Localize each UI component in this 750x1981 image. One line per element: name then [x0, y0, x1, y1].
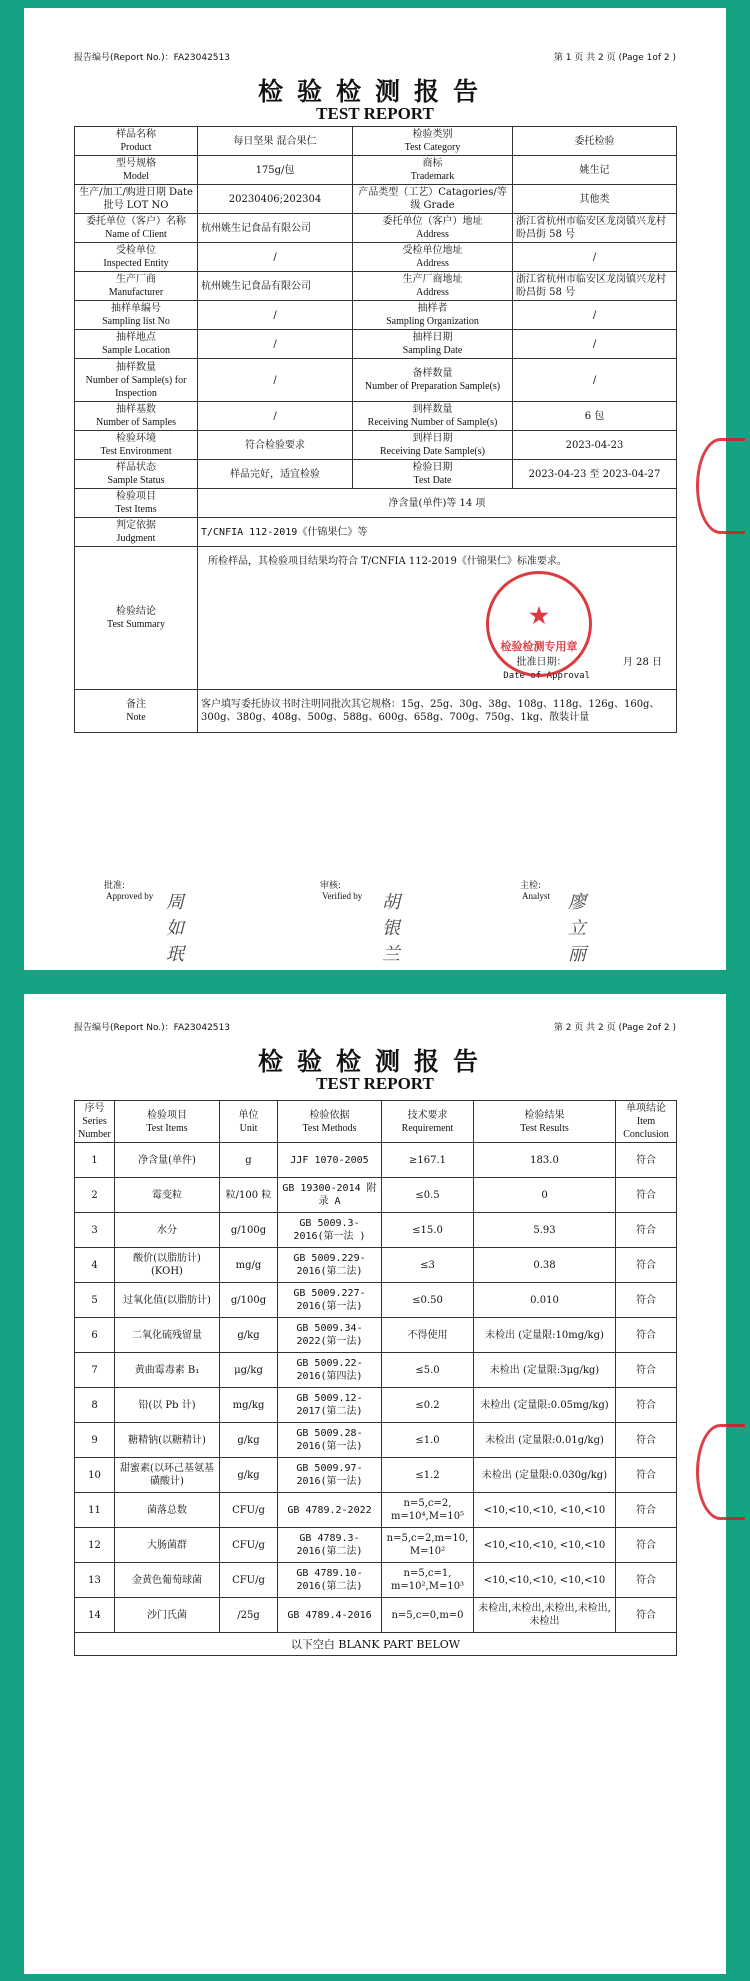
manufacturer-value: 杭州姚生记食品有限公司 [198, 272, 353, 301]
cell-conc: 符合 [616, 1388, 677, 1423]
env-value: 符合检验要求 [198, 431, 353, 460]
blank-part-below: 以下空白 BLANK PART BELOW [75, 1633, 677, 1656]
category-label: 检验类别 Test Category [353, 127, 513, 156]
cell-result: 未检出 (定量限:0.05mg/kg) [474, 1388, 616, 1423]
report-title-en: TEST REPORT [316, 104, 434, 123]
cell-unit: g/kg [220, 1458, 278, 1493]
cell-req: ≤15.0 [382, 1213, 474, 1248]
cell-unit: CFU/g [220, 1563, 278, 1598]
sampler-label: 抽样者 Sampling Organization [353, 301, 513, 330]
cell-unit: g/kg [220, 1318, 278, 1353]
cell-result: <10,<10,<10, <10,<10 [474, 1493, 616, 1528]
cell-item: 水分 [115, 1213, 220, 1248]
cell-result: <10,<10,<10, <10,<10 [474, 1528, 616, 1563]
cell-no: 5 [75, 1283, 115, 1318]
table-row [75, 1283, 677, 1318]
report-number: 报告编号(Report No.)：FA23042513 [74, 1023, 230, 1033]
category-value: 委托检验 [513, 127, 677, 156]
cell-method: GB 5009.34-2022(第一法) [278, 1318, 382, 1353]
num-insp-value: / [198, 359, 353, 402]
cell-method: GB 4789.2-2022 [278, 1493, 382, 1528]
summary-cell [198, 547, 677, 690]
model-value: 175g/包 [198, 156, 353, 185]
cell-no: 13 [75, 1563, 115, 1598]
cell-req: n=5,c=0,m=0 [382, 1598, 474, 1633]
cell-req: n=5,c=1, m=10²,M=10³ [382, 1563, 474, 1598]
cell-conc: 符合 [616, 1213, 677, 1248]
seam-stamp [696, 1424, 745, 1520]
recv-num-label: 到样数量 Receiving Number of Sample(s) [353, 402, 513, 431]
table-row [75, 1143, 677, 1178]
recv-num-value: 6 包 [513, 402, 677, 431]
column-header: 检验项目 Test Items [115, 1101, 220, 1143]
cell-no: 6 [75, 1318, 115, 1353]
seam-stamp [696, 438, 745, 534]
cell-item: 二氧化硫残留量 [115, 1318, 220, 1353]
model-label: 型号规格 Model [75, 156, 198, 185]
approved-signature: 周如珉 [166, 892, 184, 965]
cell-result: <10,<10,<10, <10,<10 [474, 1563, 616, 1598]
inspected-addr-value: / [513, 243, 677, 272]
column-header: 单位 Unit [220, 1101, 278, 1143]
cell-unit: g/100g [220, 1283, 278, 1318]
cell-item: 甜蜜素(以环己基氨基磺酸计) [115, 1458, 220, 1493]
report-info-table [74, 126, 677, 733]
cell-unit: mg/g [220, 1248, 278, 1283]
verified-signature: 胡银兰 [382, 892, 400, 965]
page-info: 第 1 页 共 2 页 (Page 1of 2 ) [553, 53, 676, 63]
column-header: 序号 Series Number [75, 1101, 115, 1143]
cell-no: 4 [75, 1248, 115, 1283]
table-row [75, 1178, 677, 1213]
summary-label: 检验结论 Test Summary [75, 547, 198, 690]
cell-item: 糖精钠(以糖精计) [115, 1423, 220, 1458]
inspection-stamp: ★ 检验检测专用章 [486, 571, 592, 677]
sampling-loc-value: / [198, 330, 353, 359]
cell-no: 2 [75, 1178, 115, 1213]
test-date-value: 2023-04-23 至 2023-04-27 [513, 460, 677, 489]
cell-no: 14 [75, 1598, 115, 1633]
cell-conc: 符合 [616, 1178, 677, 1213]
cell-req: ≤1.0 [382, 1423, 474, 1458]
table-row [75, 1598, 677, 1633]
lot-value: 20230406;202304 [198, 185, 353, 214]
note-label: 备注 Note [75, 690, 198, 733]
report-title-cn: 检验检测报告 [257, 1047, 492, 1076]
manufacturer-label: 生产厂商 Manufacturer [75, 272, 198, 301]
sampling-loc-label: 抽样地点 Sample Location [75, 330, 198, 359]
cell-req: 不得使用 [382, 1318, 474, 1353]
lot-label: 生产/加工/购进日期 Date 批号 LOT NO [75, 185, 198, 214]
cell-no: 3 [75, 1213, 115, 1248]
cell-conc: 符合 [616, 1563, 677, 1598]
cell-method: GB 4789.3-2016(第二法) [278, 1528, 382, 1563]
sampler-value: / [513, 301, 677, 330]
recv-date-value: 2023-04-23 [513, 431, 677, 460]
cell-conc: 符合 [616, 1143, 677, 1178]
cell-conc: 符合 [616, 1493, 677, 1528]
table-header-row [75, 1101, 677, 1143]
approval-date-en: Date of Approval [503, 671, 590, 681]
column-header: 检验结果 Test Results [474, 1101, 616, 1143]
cell-method: GB 4789.10-2016(第二法) [278, 1563, 382, 1598]
test-results-table [74, 1100, 677, 1656]
base-label: 抽样基数 Number of Samples [75, 402, 198, 431]
cell-item: 金黄色葡萄球菌 [115, 1563, 220, 1598]
cell-result: 0.010 [474, 1283, 616, 1318]
test-date-label: 检验日期 Test Date [353, 460, 513, 489]
grade-value: 其他类 [513, 185, 677, 214]
cell-conc: 符合 [616, 1283, 677, 1318]
sampling-no-label: 抽样单编号 Sampling list No [75, 301, 198, 330]
table-row [75, 1563, 677, 1598]
report-number: 报告编号(Report No.)：FA23042513 [74, 53, 230, 63]
items-label: 检验项目 Test Items [75, 489, 198, 518]
cell-conc: 符合 [616, 1248, 677, 1283]
cell-no: 11 [75, 1493, 115, 1528]
num-prep-value: / [513, 359, 677, 402]
table-row [75, 1458, 677, 1493]
cell-no: 8 [75, 1388, 115, 1423]
cell-no: 9 [75, 1423, 115, 1458]
cell-req: ≤1.2 [382, 1458, 474, 1493]
approval-date: 批准日期： 月 28 日 [516, 657, 662, 668]
trademark-label: 商标 Trademark [353, 156, 513, 185]
cell-req: ≤3 [382, 1248, 474, 1283]
cell-unit: μg/kg [220, 1353, 278, 1388]
product-value: 每日坚果 混合果仁 [198, 127, 353, 156]
table-row [75, 1318, 677, 1353]
cell-item: 菌落总数 [115, 1493, 220, 1528]
grade-label: 产品类型（工艺）Catagories/等级 Grade [353, 185, 513, 214]
cell-method: GB 5009.3-2016(第一法 ) [278, 1213, 382, 1248]
verified-by: 审核: Verified by 胡银兰 [320, 881, 400, 965]
product-label: 样品名称 Product [75, 127, 198, 156]
cell-conc: 符合 [616, 1423, 677, 1458]
stamp-star-icon: ★ [529, 603, 549, 629]
cell-method: GB 4789.4-2016 [278, 1598, 382, 1633]
cell-req: n=5,c=2, m=10⁴,M=10⁵ [382, 1493, 474, 1528]
sampling-date-label: 抽样日期 Sampling Date [353, 330, 513, 359]
num-insp-label: 抽样数量 Number of Sample(s) for Inspection [75, 359, 198, 402]
cell-item: 铅(以 Pb 计) [115, 1388, 220, 1423]
base-value: / [198, 402, 353, 431]
cell-item: 沙门氏菌 [115, 1598, 220, 1633]
column-header: 单项结论 Item Conclusion [616, 1101, 677, 1143]
cell-no: 1 [75, 1143, 115, 1178]
report-header [74, 1020, 676, 1033]
report-title-cn: 检验检测报告 [257, 77, 492, 106]
table-row [75, 1528, 677, 1563]
cell-unit: /25g [220, 1598, 278, 1633]
inspected-label: 受检单位 Inspected Entity [75, 243, 198, 272]
column-header: 技术要求 Requirement [382, 1101, 474, 1143]
cell-method: JJF 1070-2005 [278, 1143, 382, 1178]
sampling-no-value: / [198, 301, 353, 330]
page-info: 第 2 页 共 2 页 (Page 2of 2 ) [553, 1023, 676, 1033]
cell-item: 大肠菌群 [115, 1528, 220, 1563]
cell-result: 未检出 (定量限:0.030g/kg) [474, 1458, 616, 1493]
cell-req: ≤0.50 [382, 1283, 474, 1318]
table-row [75, 1353, 677, 1388]
judgment-value: T/CNFIA 112-2019《什锦果仁》等 [198, 518, 677, 547]
cell-result: 0.38 [474, 1248, 616, 1283]
sampling-date-value: / [513, 330, 677, 359]
cell-method: GB 5009.229-2016(第二法) [278, 1248, 382, 1283]
report-title-en: TEST REPORT [316, 1074, 434, 1093]
note-value: 客户填写委托协议书时注明同批次其它规格：15g、25g、30g、38g、108g、118g、126g、160g、300g、380g、408g、500g、588g、600g、658g、700g、750g、1kg、散装计量 [198, 690, 677, 733]
inspected-value: / [198, 243, 353, 272]
cell-item: 酸价(以脂肪计)(KOH) [115, 1248, 220, 1283]
cell-result: 0 [474, 1178, 616, 1213]
column-header: 检验依据 Test Methods [278, 1101, 382, 1143]
approved-by: 批准: Approved by 周如珉 [104, 881, 184, 965]
cell-unit: CFU/g [220, 1528, 278, 1563]
cell-req: n=5,c=2,m=10, M=10² [382, 1528, 474, 1563]
cell-unit: g/kg [220, 1423, 278, 1458]
cell-conc: 符合 [616, 1458, 677, 1493]
cell-method: GB 5009.97-2016(第一法) [278, 1458, 382, 1493]
cell-result: 5.93 [474, 1213, 616, 1248]
trademark-value: 姚生记 [513, 156, 677, 185]
cell-req: ≤0.5 [382, 1178, 474, 1213]
cell-no: 10 [75, 1458, 115, 1493]
analyst-signature: 廖立丽 [568, 892, 586, 965]
cell-req: ≤0.2 [382, 1388, 474, 1423]
client-addr-value: 浙江省杭州市临安区龙岗镇兴龙村盼昌街 58 号 [513, 214, 677, 243]
table-row [75, 1213, 677, 1248]
cell-unit: 粒/100 粒 [220, 1178, 278, 1213]
cell-no: 7 [75, 1353, 115, 1388]
inspected-addr-label: 受检单位地址 Address [353, 243, 513, 272]
cell-result: 未检出 (定量限:3μg/kg) [474, 1353, 616, 1388]
cell-conc: 符合 [616, 1598, 677, 1633]
table-row [75, 1388, 677, 1423]
table-row [75, 1493, 677, 1528]
cell-result: 未检出 (定量限:10mg/kg) [474, 1318, 616, 1353]
report-page-1 [24, 8, 726, 970]
client-addr-label: 委托单位（客户）地址 Address [353, 214, 513, 243]
cell-method: GB 5009.227-2016(第一法) [278, 1283, 382, 1318]
num-prep-label: 备样数量 Number of Preparation Sample(s) [353, 359, 513, 402]
cell-item: 黄曲霉毒素 B₁ [115, 1353, 220, 1388]
summary-value: 所检样品，其检验项目结果均符合 T/CNFIA 112-2019《什锦果仁》标准要求。 [208, 556, 567, 567]
status-label: 样品状态 Sample Status [75, 460, 198, 489]
cell-method: GB 19300-2014 附录 A [278, 1178, 382, 1213]
recv-date-label: 到样日期 Receiving Date Sample(s) [353, 431, 513, 460]
cell-unit: g [220, 1143, 278, 1178]
cell-conc: 符合 [616, 1528, 677, 1563]
cell-result: 183.0 [474, 1143, 616, 1178]
cell-method: GB 5009.12-2017(第二法) [278, 1388, 382, 1423]
cell-method: GB 5009.28-2016(第一法) [278, 1423, 382, 1458]
cell-unit: g/100g [220, 1213, 278, 1248]
table-row [75, 1423, 677, 1458]
cell-result: 未检出 (定量限:0.01g/kg) [474, 1423, 616, 1458]
judgment-label: 判定依据 Judgment [75, 518, 198, 547]
cell-conc: 符合 [616, 1353, 677, 1388]
cell-item: 霉变粒 [115, 1178, 220, 1213]
client-value: 杭州姚生记食品有限公司 [198, 214, 353, 243]
cell-no: 12 [75, 1528, 115, 1563]
table-row [75, 1248, 677, 1283]
manufacturer-addr-value: 浙江省杭州市临安区龙岗镇兴龙村盼昌街 58 号 [513, 272, 677, 301]
status-value: 样品完好，适宜检验 [198, 460, 353, 489]
cell-result: 未检出,未检出,未检出,未检出,未检出 [474, 1598, 616, 1633]
env-label: 检验环境 Test Environment [75, 431, 198, 460]
cell-item: 过氧化值(以脂肪计) [115, 1283, 220, 1318]
cell-unit: mg/kg [220, 1388, 278, 1423]
cell-req: ≥167.1 [382, 1143, 474, 1178]
analyst: 主检: Analyst 廖立丽 [520, 881, 586, 965]
report-header [74, 50, 676, 63]
report-page-2 [24, 994, 726, 1974]
client-label: 委托单位（客户）名称 Name of Client [75, 214, 198, 243]
cell-item: 净含量(单件) [115, 1143, 220, 1178]
manufacturer-addr-label: 生产厂商地址 Address [353, 272, 513, 301]
cell-conc: 符合 [616, 1318, 677, 1353]
cell-unit: CFU/g [220, 1493, 278, 1528]
cell-req: ≤5.0 [382, 1353, 474, 1388]
items-value: 净含量(单件)等 14 项 [198, 489, 677, 518]
cell-method: GB 5009.22-2016(第四法) [278, 1353, 382, 1388]
